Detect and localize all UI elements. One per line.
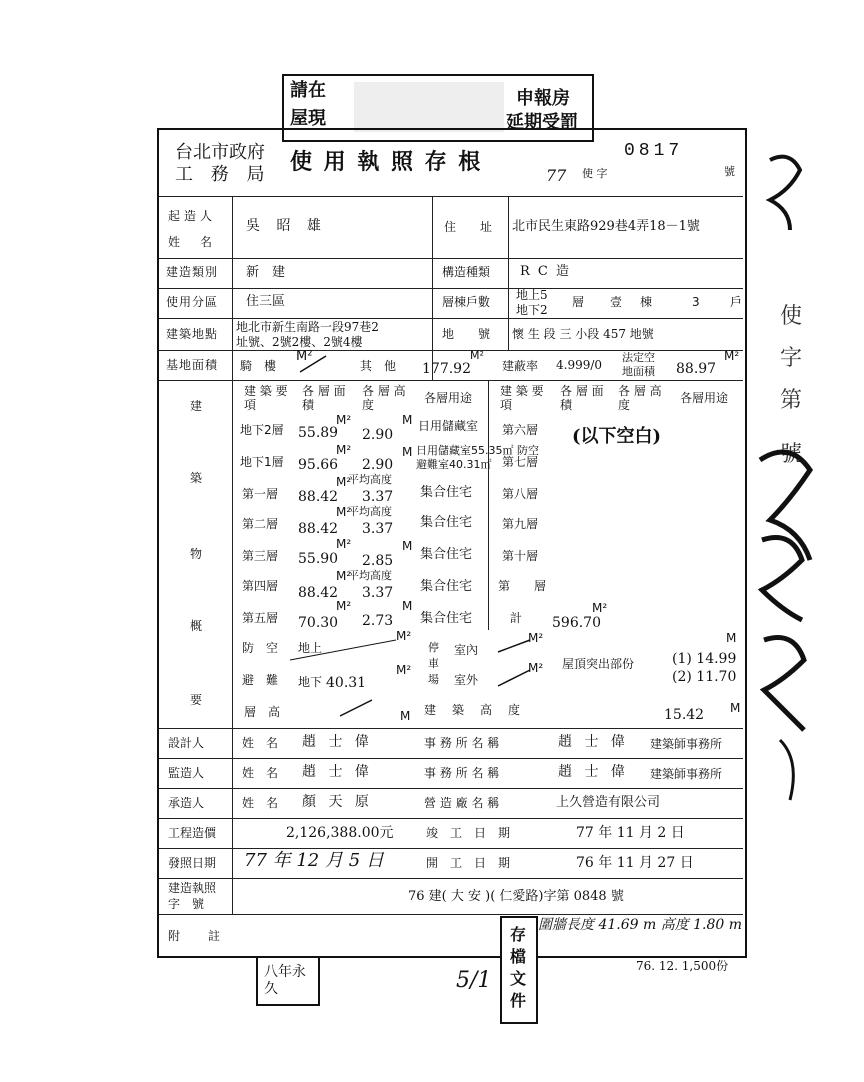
permit-number: 0817 — [624, 141, 684, 161]
floor-use: 日用儲藏室 — [418, 419, 479, 433]
parking-unit: M² — [528, 631, 544, 645]
floor-height-note: 平均高度 — [348, 473, 392, 486]
head-use: 各層用途 — [424, 391, 473, 405]
contractor-name: 顏 天 原 — [302, 794, 373, 810]
roof-height-1: (1) 14.99 — [672, 651, 737, 667]
floors-label: 層棟戶數 — [442, 295, 491, 309]
parking-label-2: 車 — [428, 657, 439, 670]
form-title: 使 用 執 照 存 根 — [290, 150, 483, 175]
floor-height-note: 平均高度 — [348, 569, 392, 582]
floor-name: 第四層 — [242, 579, 279, 593]
structure-label: 構造種類 — [442, 265, 491, 279]
stamp-text-3: 申報房 — [516, 88, 570, 109]
head-height-right: 各 層 高 度 — [618, 384, 662, 412]
floor-height: 2.90 — [362, 457, 394, 473]
zone-value: 住三區 — [246, 294, 286, 309]
floor-area-total-unit: M² — [592, 601, 608, 615]
open-space-label-1: 法定空 — [622, 351, 655, 364]
building-count: 壹 — [610, 295, 623, 309]
floor-height: 2.85 — [362, 553, 394, 569]
signature: 5/1 — [456, 968, 492, 993]
parking-label-3: 場 — [428, 673, 439, 686]
shelter-below: 地下 — [298, 675, 323, 689]
floor-height: 2.73 — [362, 613, 394, 629]
floor-area: 88.42 — [298, 521, 339, 537]
building-type: 新 建 — [246, 265, 286, 280]
retention-stamp-text: 八年永久 — [264, 964, 306, 997]
structure-type: R C 造 — [520, 264, 571, 279]
floor-use: 集合住宅 — [420, 515, 473, 530]
floor-use: 集合住宅 — [420, 485, 473, 500]
designer-office-suffix: 建築師事務所 — [650, 737, 723, 751]
shelter-label-2: 避 難 — [242, 673, 279, 687]
floor-use: 日用儲藏室55.35㎡ 防空避難室40.31㎡ — [416, 444, 539, 471]
floor-height: 3.37 — [362, 585, 394, 601]
floor-area-unit: M² — [336, 569, 352, 583]
floor-area: 88.42 — [298, 489, 339, 505]
completion-date: 77 年 11 月 2 日 — [576, 825, 685, 841]
floor-area-unit: M² — [336, 475, 352, 489]
floor-area-unit: M² — [336, 599, 352, 613]
right-floor-name: 第十層 — [502, 549, 539, 563]
building-unit: 棟 — [640, 295, 653, 309]
head-use-right: 各層用途 — [680, 391, 729, 405]
floor-use: 集合住宅 — [420, 611, 473, 626]
permit-suffix: 號 — [724, 165, 735, 178]
floor-height-unit: M — [402, 413, 413, 427]
building-height-label: 建 築 高 度 — [424, 703, 523, 717]
designer-role: 設計人 — [168, 736, 205, 750]
floor-height-row-unit: M — [400, 709, 411, 723]
floor-height-unit: M — [402, 599, 413, 613]
floor-area: 55.90 — [298, 551, 339, 567]
shelter-below-area: 40.31 — [326, 675, 367, 691]
head-area: 各 層 面 積 — [302, 384, 346, 412]
permit-prefix: 使 字 — [582, 167, 608, 180]
side-label-3: 物 — [190, 547, 203, 561]
floor-height-label: 層 高 — [244, 705, 281, 719]
shelter-above: 地上 — [298, 641, 323, 655]
owner-name: 吳 昭 雄 — [246, 218, 327, 234]
parking-label-1: 停 — [428, 641, 439, 654]
unit-label: 戶 — [730, 295, 743, 309]
permit-year: 77 — [546, 166, 567, 185]
parking-outdoor: 室外 — [454, 673, 479, 687]
side-label-2: 築 — [190, 471, 203, 485]
base-area-label: 基地面積 — [166, 358, 219, 372]
other-area-label: 其 他 — [360, 359, 397, 373]
location-line-1: 地北市新生南路一段97巷2 — [236, 320, 379, 334]
location-label: 建築地點 — [166, 327, 219, 341]
designer-office-label: 事 務 所 名 稱 — [424, 736, 500, 750]
stamp-text-4: 延期受罰 — [506, 112, 578, 133]
supervisor-office-suffix: 建築師事務所 — [650, 767, 723, 781]
issue-label: 發照日期 — [168, 856, 217, 870]
right-floor-name: 第 層 — [498, 579, 553, 593]
floors-below: 地下2 — [516, 303, 548, 317]
floor-use: 集合住宅 — [420, 579, 473, 594]
designer-office: 趙 士 偉 — [558, 734, 629, 750]
supervisor-name: 趙 士 偉 — [302, 764, 373, 780]
open-space-area: 88.97 — [676, 361, 717, 377]
unit-count: 3 — [692, 295, 700, 309]
retention-stamp — [256, 956, 320, 1006]
roof-unit: M — [726, 631, 737, 645]
parking-unit-2: M² — [528, 661, 544, 675]
designer-name-label: 姓 名 — [242, 736, 279, 750]
right-floor-name: 第九層 — [502, 517, 539, 531]
floor-area: 55.89 — [298, 425, 339, 441]
floor-height-note: 平均高度 — [348, 505, 392, 518]
side-label-5: 要 — [190, 693, 203, 707]
floors-above: 地上5 — [516, 288, 548, 302]
contractor-name-label: 姓 名 — [242, 796, 279, 810]
contractor-role: 承造人 — [168, 796, 205, 810]
floor-height: 3.37 — [362, 489, 394, 505]
floor-area: 95.66 — [298, 457, 339, 473]
land-number: 懷 生 段 三 小段 457 地號 — [512, 327, 654, 341]
designer-name: 趙 士 偉 — [302, 734, 373, 750]
arcade-label: 騎 樓 — [240, 359, 277, 373]
floor-height-unit: M — [402, 445, 413, 459]
supervisor-name-label: 姓 名 — [242, 766, 279, 780]
open-space-unit: M² — [724, 349, 740, 363]
stamp-text-1: 請在 — [290, 80, 326, 101]
margin-text-2: 號 — [780, 442, 803, 467]
contractor-office-label: 營 造 廠 名 稱 — [424, 796, 500, 810]
head-item-right: 建 築 要 項 — [500, 384, 544, 412]
head-area-right: 各 層 面 積 — [560, 384, 604, 412]
roof-label: 屋頂突出部份 — [562, 657, 635, 671]
land-label: 地 號 — [442, 327, 497, 341]
zone-label: 使用分區 — [166, 295, 219, 309]
issue-date: 77 年 12 月 5 日 — [244, 850, 384, 871]
print-info: 76. 12. 1,500份 — [636, 959, 729, 973]
shelter-label-1: 防 空 — [242, 641, 279, 655]
supervisor-office-label: 事 務 所 名 稱 — [424, 766, 500, 780]
other-area: 177.92 — [422, 361, 471, 377]
owner-label-1: 起造人 — [168, 209, 217, 223]
floor-name: 地下1層 — [240, 455, 284, 469]
floor-name: 第一層 — [242, 487, 279, 501]
coverage-label: 建蔽率 — [502, 359, 539, 373]
permit-value: 76 建( 大 安 )( 仁愛路)字第 0848 號 — [408, 889, 624, 904]
remark-value: 圍牆長度 41.69 m 高度 1.80 m — [538, 917, 743, 933]
owner-address-label: 住 址 — [444, 220, 499, 234]
right-floor-name: 第六層 — [502, 423, 539, 437]
building-height-unit: M — [730, 701, 741, 715]
floor-use: 集合住宅 — [420, 547, 473, 562]
permit-label-1: 建造執照 — [168, 881, 217, 895]
right-floor-name: 第八層 — [502, 487, 539, 501]
roof-height-2: (2) 11.70 — [672, 669, 737, 685]
right-floor-name: 計 — [510, 611, 523, 625]
building-type-label: 建造類別 — [166, 265, 219, 279]
side-label-1: 建 — [190, 399, 203, 413]
building-height: 15.42 — [664, 707, 705, 723]
cost-value: 2,126,388.00元 — [286, 825, 394, 841]
margin-text-1: 使字第 — [780, 304, 803, 413]
owner-address: 北市民生東路929巷4弄18－1號 — [512, 219, 700, 234]
start-date: 76 年 11 月 27 日 — [576, 855, 694, 871]
floor-area-unit: M² — [336, 413, 352, 427]
remark-label: 附 註 — [168, 929, 229, 943]
org-name: 台北市政府 — [175, 142, 265, 163]
margin-scribbles — [740, 140, 864, 880]
floor-area-unit: M² — [336, 537, 352, 551]
permit-label-2: 字 號 — [168, 897, 205, 911]
floor-area-unit: M² — [336, 505, 352, 519]
floor-area: 70.30 — [298, 615, 339, 631]
floor-area-unit: M² — [336, 443, 352, 457]
head-item: 建 築 要 項 — [244, 384, 288, 412]
shelter-area-unit-2: M² — [396, 663, 412, 677]
location-line-2: 址號、2號2樓、2號4樓 — [236, 335, 363, 349]
other-area-unit: M² — [470, 349, 484, 362]
archive-stamp-text: 存檔文件 — [510, 925, 527, 1010]
right-floor-name: 第七層 — [502, 455, 539, 469]
completion-label: 竣 工 日 期 — [426, 826, 511, 840]
cost-label: 工程造價 — [168, 826, 217, 840]
contractor-office: 上久營造有限公司 — [556, 795, 661, 810]
floor-name: 第三層 — [242, 549, 279, 563]
floor-height: 3.37 — [362, 521, 394, 537]
shelter-area-unit: M² — [396, 629, 412, 643]
floor-area-total: 596.70 — [552, 615, 601, 631]
floor-height: 2.90 — [362, 427, 394, 443]
floor-name: 第二層 — [242, 517, 279, 531]
head-height: 各 層 高 度 — [362, 384, 406, 412]
blank-note: (以下空白) — [572, 426, 662, 447]
archive-stamp — [500, 916, 538, 1024]
supervisor-role: 監造人 — [168, 766, 205, 780]
floors-unit: 層 — [572, 295, 585, 309]
coverage-ratio: 4.999/0 — [556, 358, 603, 372]
side-label-4: 概 — [190, 619, 203, 633]
org-dept: 工 務 局 — [175, 164, 271, 185]
floor-name: 第五層 — [242, 611, 279, 625]
supervisor-office: 趙 士 偉 — [558, 764, 629, 780]
arcade-unit: M² — [296, 349, 313, 364]
floor-name: 地下2層 — [240, 423, 284, 437]
parking-indoor: 室內 — [454, 643, 479, 657]
floor-area: 88.42 — [298, 585, 339, 601]
stamp-text-2: 屋現 — [290, 108, 326, 129]
owner-label-2: 姓 名 — [168, 235, 217, 249]
open-space-label-2: 地面積 — [622, 365, 655, 378]
floor-height-unit: M — [402, 539, 413, 553]
start-label: 開 工 日 期 — [426, 856, 511, 870]
